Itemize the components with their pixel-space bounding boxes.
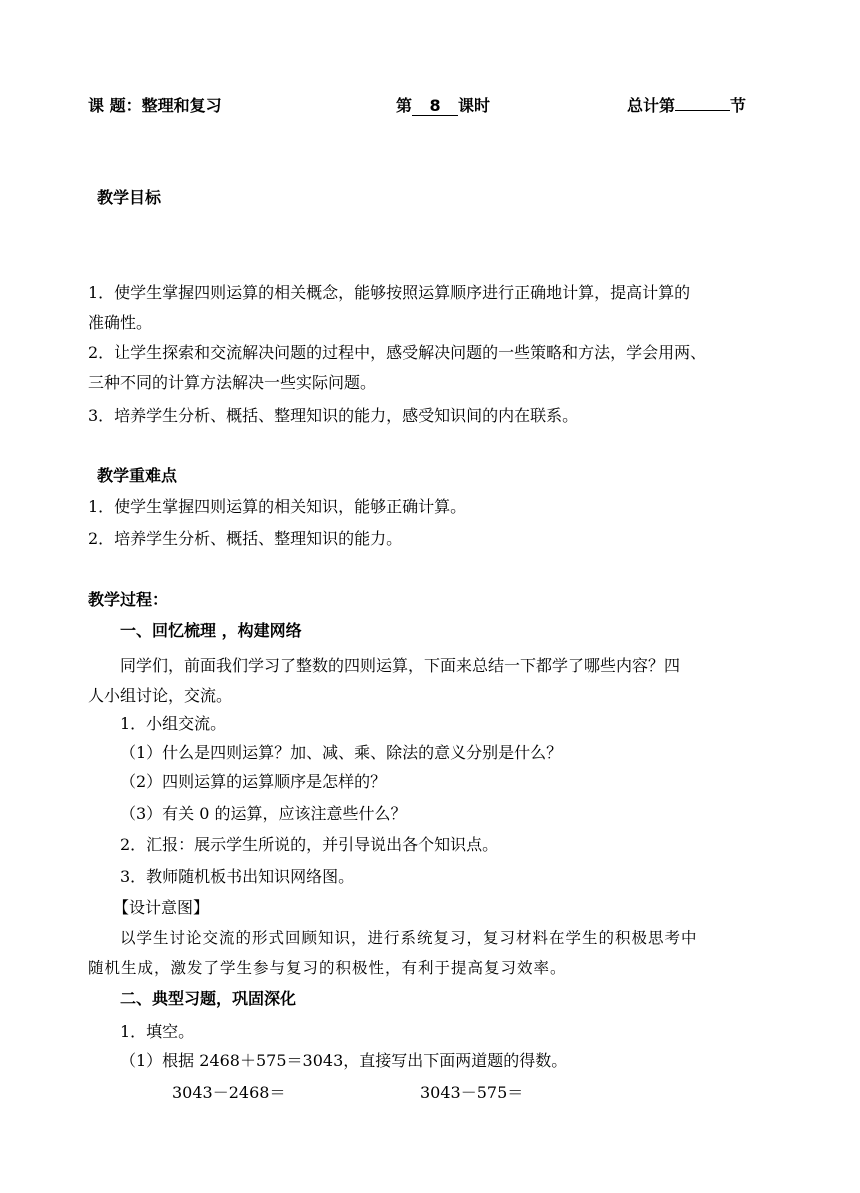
step-2: 2．汇报：展示学生所说的，并引导说出各个知识点。: [120, 835, 499, 854]
design-text: 以学生讨论交流的形式回顾知识，进行系统复习，复习材料在学生的积极思考中: [120, 929, 698, 947]
intro-line: 同学们，前面我们学习了整数的四则运算，下面来总结一下都学了哪些内容？四: [120, 656, 681, 675]
question-3: （3）有关 0 的运算，应该注意些什么？: [120, 804, 407, 823]
expression-2: 3043－575＝: [420, 1083, 524, 1102]
step-1: 1．小组交流。: [120, 714, 227, 733]
question-2: （2）四则运算的运算顺序是怎样的？: [120, 772, 387, 791]
key-points-heading: 教学重难点: [97, 466, 178, 485]
lesson-number-field: [396, 95, 490, 117]
total-count-field: [627, 95, 746, 117]
process-heading: 教学过程：: [88, 590, 169, 609]
intro-line: 人小组讨论，交流。: [88, 686, 233, 705]
section1-title: 一、回忆梳理 ，构建网络: [120, 621, 302, 640]
step-3: 3．教师随机板书出知识网络图。: [120, 867, 355, 886]
objectives-heading: 教学目标: [97, 188, 162, 207]
key-point-line: 1．使学生掌握四则运算的相关知识，能够正确计算。: [88, 497, 467, 516]
fill-label: 1．填空。: [120, 1022, 195, 1041]
fill-question-1: （1）根据 2468＋575＝3043，直接写出下面两道题的得数。: [120, 1051, 568, 1070]
topic-label: 课 题：整理和复习: [88, 96, 222, 115]
lesson-number: 8: [412, 97, 458, 116]
design-label: 【设计意图】: [113, 898, 210, 917]
total-suffix: 节: [730, 96, 747, 115]
total-prefix: 总计第: [627, 96, 676, 115]
key-point-line: 2．培养学生分析、概括、整理知识的能力。: [88, 529, 403, 548]
total-blank: [675, 110, 730, 111]
objective-line: 三种不同的计算方法解决一些实际问题。: [88, 373, 377, 392]
objective-line: 准确性。: [88, 313, 153, 332]
question-1: （1）什么是四则运算？加、减、乘、除法的意义分别是什么？: [120, 743, 563, 762]
lesson-prefix: 第: [396, 96, 413, 115]
design-text: 随机生成，激发了学生参与复习的积极性，有利于提高复习效率。: [88, 959, 567, 977]
lesson-suffix: 课时: [458, 96, 491, 115]
objective-line: 3．培养学生分析、概括、整理知识的能力，感受知识间的内在联系。: [88, 406, 579, 425]
section2-title: 二、典型习题，巩固深化: [120, 989, 297, 1008]
expression-1: 3043－2468＝: [172, 1083, 286, 1102]
objective-line: 1．使学生掌握四则运算的相关概念，能够按照运算顺序进行正确地计算，提高计算的: [88, 283, 691, 302]
objective-line: 2．让学生探索和交流解决问题的过程中，感受解决问题的一些策略和方法，学会用两、: [88, 343, 707, 362]
